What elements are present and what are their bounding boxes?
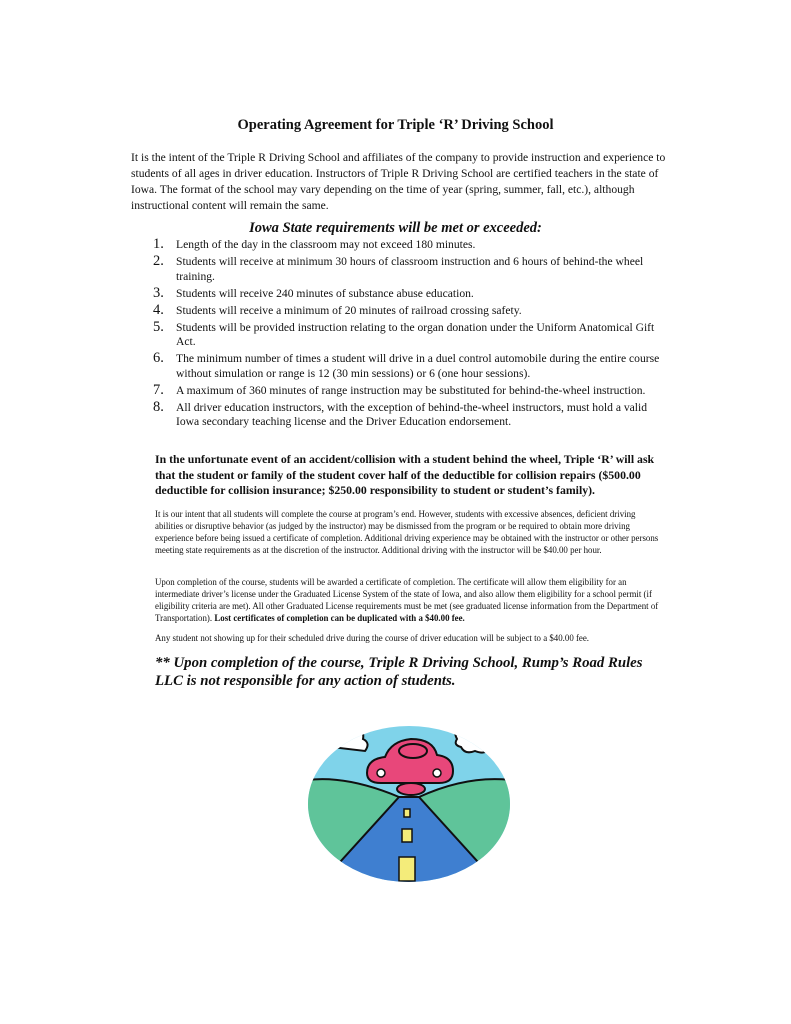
list-item	[153, 238, 668, 253]
cloud	[328, 725, 367, 751]
certificate-policy-text: Upon completion of the course, students will be awarded a certificate of completion. The certificate will allow them eligibility for an intermediate driver’s license under the Graduated License System of the state of Iowa, and also allow them eligibility for a school permit (if eligibility criteria are met). All other Graduated License requirements must be met (see graduated license information from the Department of Transportation).	[155, 577, 659, 623]
list-number: 8.	[153, 398, 164, 415]
list-text: Students will be provided instruction relating to the organ donation under the Uniform Anatomical Gift Act.	[176, 320, 655, 348]
accident-policy: In the unfortunate event of an accident/collision with a student behind the wheel, Triple ‘R’ will ask that the student or family of the student cover half of the deductible for collision repairs ($500.00 deductible for collision insurance; $250.00 responsibility to student or student’s family).	[155, 452, 655, 497]
list-item	[153, 301, 668, 319]
list-number: 6.	[153, 350, 164, 366]
requirements-list	[153, 238, 668, 432]
list-number: 5.	[153, 318, 164, 335]
list-text: Students will receive a minimum of 20 minutes of railroad crossing safety.	[176, 303, 522, 317]
list-item	[153, 284, 668, 302]
intro-paragraph: It is the intent of the Triple R Driving School and affiliates of the company to provide instruction and experience to students of all ages in driver education. Instructors of Triple R Driving School are certified teachers in the state of Iowa. The format of the school may vary depending on the time of year (spring, summer, fall, etc.), although instructional content will remain the same.	[131, 151, 666, 212]
list-number: 1.	[153, 236, 164, 252]
list-text: Length of the day in the classroom may not exceed 180 minutes.	[176, 238, 476, 251]
car-window	[399, 744, 427, 758]
completion-policy: It is our intent that all students will complete the course at program’s end. However, students with excessive absences, deficient driving abilities or disruptive behavior (as judged by the instructor) may be dismissed from the program or be required to obtain more driving experience before being issued a certificate of completion. Additional driving experience may be obtained with the instructor or other persons meeting state requirements as at the discretion of the instructor. Additional driving with the instructor will be $40.00 per hour.	[155, 509, 659, 555]
liability-notice: ** Upon completion of the course, Triple R Driving School, Rump’s Road Rules LLC is not responsible for any action of students.	[155, 655, 643, 689]
no-show-policy: Any student not showing up for their scheduled drive during the course of driver education will be subject to a $40.00 fee.	[155, 633, 590, 643]
list-text: A maximum of 360 minutes of range instruction may be substituted for behind-the-wheel instruction.	[176, 383, 646, 397]
car-on-road-icon	[307, 725, 511, 883]
road-line	[402, 829, 412, 842]
list-number: 3.	[153, 284, 164, 301]
list-item	[153, 255, 668, 284]
list-text: All driver education instructors, with the exception of behind-the-wheel instructors, must hold a valid Iowa secondary teaching license and the Driver Education endorsement.	[176, 400, 648, 428]
requirements-heading: Iowa State requirements will be met or exceeded:	[249, 220, 542, 236]
road-line	[404, 809, 410, 817]
road-line	[399, 857, 415, 881]
car-headlight	[377, 769, 385, 777]
list-number: 4.	[153, 301, 164, 318]
car-headlight	[433, 769, 441, 777]
list-item	[153, 398, 668, 430]
list-text: Students will receive at minimum 30 hours of classroom instruction and 6 hours of behind-the wheel training.	[176, 255, 644, 283]
list-text: The minimum number of times a student will drive in a duel control automobile during the entire course without simulation or range is 12 (30 min sessions) or 6 (one hour sessions).	[176, 352, 660, 380]
list-item	[153, 318, 668, 350]
list-number: 7.	[153, 381, 164, 398]
list-item	[153, 352, 668, 381]
certificate-policy-bold: Lost certificates of completion can be duplicated with a $40.00 fee.	[214, 613, 465, 623]
certificate-policy	[155, 576, 665, 624]
page-title: Operating Agreement for Triple ‘R’ Driving School	[237, 117, 554, 133]
list-item	[153, 381, 668, 399]
list-text: Students will receive 240 minutes of substance abuse education.	[176, 286, 474, 300]
list-number: 2.	[153, 253, 164, 269]
cloud	[455, 725, 493, 753]
